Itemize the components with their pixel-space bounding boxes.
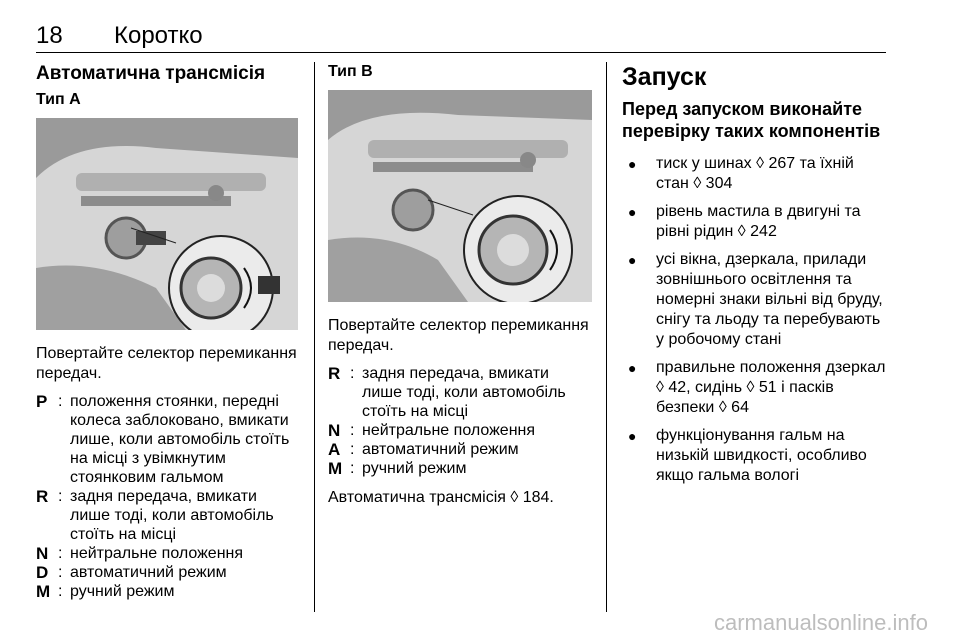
gear-selector-type-b-illustration [328,90,592,302]
column-automatic-type-a [36,62,298,611]
type-b-caption: Повертайте селектор перемикання передач. [328,317,589,354]
def-key: A [328,440,341,459]
transmission-cross-reference[interactable]: Автоматична трансмісія ◊ 184. [328,489,554,506]
def-key: N [36,544,49,563]
def-row: R : задня передача, вмикати лише тоді, коли автомобіль стоїть на місці [328,364,592,421]
bullet-icon: ● [628,428,637,444]
transmission-heading: Автоматична трансмісія [36,63,266,84]
section-title: Коротко [114,22,203,49]
def-key: M [36,582,51,601]
def-text: автоматичний режим [362,441,519,458]
def-text: автоматичний режим [70,564,227,581]
def-row: R : задня передача, вмикати лише тоді, коли автомобіль стоїть на місці [36,487,298,544]
column-divider [606,62,607,612]
column-divider [314,62,315,612]
def-key: D [36,563,49,582]
def-row: P : положення стоянки, передні колеса заблоковано, вмикати лише, коли автомобіль стоїть на місці з увімкнутим стоянковим гальмом [36,392,298,487]
def-text: задня передача, вмикати лише тоді, коли автомобіль стоїть на місці [362,365,566,420]
bullet-icon: ● [628,204,637,220]
def-text: ручний режим [70,583,175,600]
list-item-text: тиск у шинах ◊ 267 та їхній стан ◊ 304 [656,155,854,192]
list-item [622,426,890,486]
type-a-caption: Повертайте селектор перемикання передач. [36,345,297,382]
bullet-icon: ● [628,360,637,376]
def-key: N [328,421,341,440]
starting-heading: Запуск [622,63,707,91]
type-a-heading: Тип А [36,91,81,108]
list-item-text: рівень мастила в двигуні та рівні рідин ◊ 242 [656,203,861,240]
bullet-icon: ● [628,156,637,172]
list-item [622,250,890,350]
def-row: M : ручний режим [328,459,592,478]
def-row: A : автоматичний режим [328,440,592,459]
list-item-text: правильне положення дзеркал ◊ 42, сидінь ◊ 51 і пасків безпеки ◊ 64 [656,359,886,416]
list-item-text: усі вікна, дзеркала, прилади зовнішнього освітлення та номерні знаки вільні від бруду, снігу та льоду та перебувають у робочому стані [656,251,883,348]
def-row: N : нейтральне положення [36,544,298,563]
def-text: положення стоянки, передні колеса заблоковано, вмикати лише, коли автомобіль стоїть на місці з увімкнутим стоянковим гальмом [70,393,290,486]
type-b-definitions [328,364,592,478]
def-key: M [328,459,343,478]
page-header [36,22,886,53]
def-row: D : автоматичний режим [36,563,298,582]
def-row: N : нейтральне положення [328,421,592,440]
type-b-heading: Тип В [328,63,373,80]
def-key: R [36,487,49,506]
def-key: P [36,392,48,411]
def-text: задня передача, вмикати лише тоді, коли автомобіль стоїть на місці [70,488,274,543]
list-item [622,358,890,418]
pre-start-check-heading: Перед запуском виконайте перевірку таких компонентів [622,99,881,141]
gear-selector-type-a-illustration [36,118,298,330]
list-item [622,154,890,194]
column-starting [622,62,890,494]
def-key: R [328,364,341,383]
def-text: ручний режим [362,460,467,477]
def-text: нейтральне положення [70,545,244,562]
bullet-icon: ● [628,252,637,268]
page-number: 18 [36,22,63,49]
list-item [622,202,890,242]
column-automatic-type-b [328,62,592,516]
list-item-text: функціонування гальм на низькій швидкості, особливо якщо гальма вологі [656,427,867,484]
watermark: carmanualsonline.info [713,610,928,635]
def-row: M : ручний режим [36,582,298,601]
type-a-definitions [36,392,298,601]
def-text: нейтральне положення [362,422,536,439]
check-list [622,154,890,486]
